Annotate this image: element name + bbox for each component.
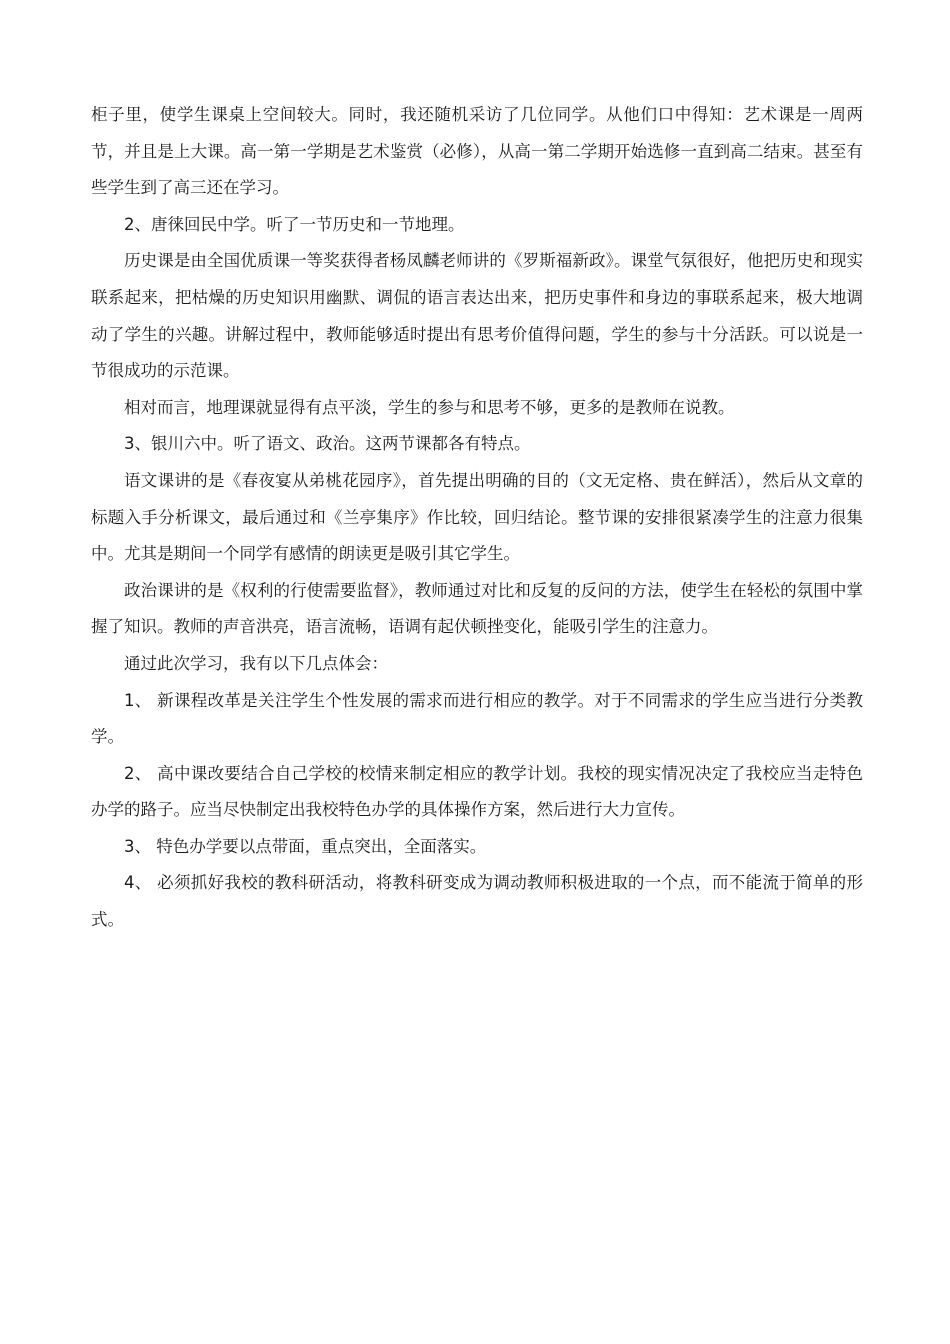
paragraph-chinese-class: 语文课讲的是《春夜宴从弟桃花园序》，首先提出明确的目的（文无定格、贵在鲜活），然后从文章的标题入手分析课文，最后通过和《兰亭集序》作比较，回归结论。整节课的安排很紧凑学生的注意力很集中。尤其是期间一个同学有感情的朗读更是吸引其它学生。 [91, 470, 863, 564]
paragraph-school-3: 3、银川六中。听了语文、政治。这两节课都各有特点。 [124, 434, 531, 454]
paragraph-reflection-1: 1、 新课程改革是关注学生个性发展的需求而进行相应的教学。对于不同需求的学生应当进行分类教学。 [91, 690, 863, 747]
paragraph-school-2: 2、唐徕回民中学。听了一节历史和一节地理。 [124, 214, 465, 234]
paragraph-continuation: 柜子里，使学生课桌上空间较大。同时，我还随机采访了几位同学。从他们口中得知：艺术课是一周两节，并且是上大课。高一第一学期是艺术鉴赏（必修），从高一第二学期开始选修一直到高二结束。甚至有些学生到了高三还在学习。 [91, 105, 863, 198]
paragraph-politics-class: 政治课讲的是《权利的行使需要监督》，教师通过对比和反复的反问的方法，使学生在轻松的氛围中掌握了知识。教师的声音洪亮，语言流畅，语调有起伏顿挫变化，能吸引学生的注意力。 [91, 580, 863, 637]
paragraph-reflection-2: 2、 高中课改要结合自己学校的校情来制定相应的教学计划。我校的现实情况决定了我校应当走特色办学的路子。应当尽快制定出我校特色办学的具体操作方案，然后进行大力宣传。 [91, 763, 863, 820]
paragraph-geography-class: 相对而言，地理课就显得有点平淡，学生的参与和思考不够，更多的是教师在说教。 [124, 397, 735, 417]
document-body [91, 97, 863, 939]
paragraph-reflection-3: 3、 特色办学要以点带面，重点突出，全面落实。 [124, 836, 487, 856]
paragraph-reflection-4: 4、 必须抓好我校的教科研活动，将教科研变成为调动教师积极进取的一个点，而不能流于简单的形式。 [91, 873, 863, 930]
paragraph-history-class: 历史课是由全国优质课一等奖获得者杨凤麟老师讲的《罗斯福新政》。课堂气氛很好，他把历史和现实联系起来，把枯燥的历史知识用幽默、调侃的语言表达出来，把历史事件和身边的事联系起来，极大地调动了学生的兴趣。讲解过程中，教师能够适时提出有思考价值得问题，学生的参与十分活跃。可以说是一节很成功的示范课。 [91, 251, 863, 381]
paragraph-reflections-intro: 通过此次学习，我有以下几点体会： [124, 653, 388, 673]
